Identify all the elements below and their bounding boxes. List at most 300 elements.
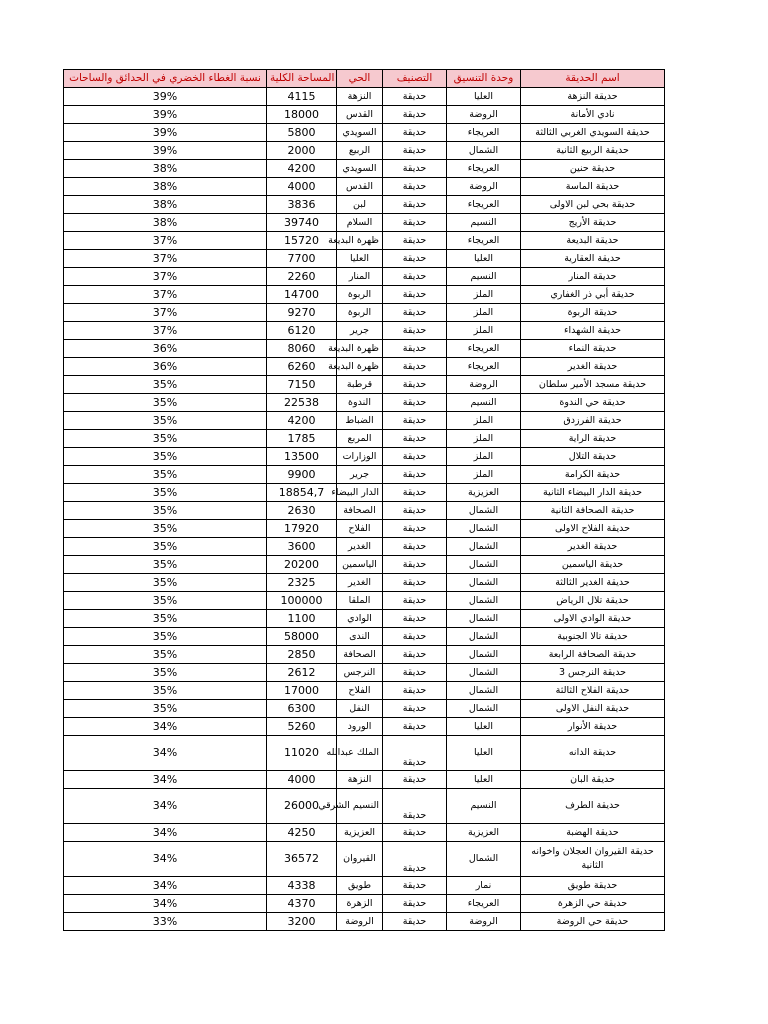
unit-cell: العريجاء	[447, 196, 521, 214]
district-cell: طويق	[337, 877, 383, 895]
district-cell: الفلاح	[337, 520, 383, 538]
pct-cell: 37%	[64, 232, 267, 250]
classification-cell: حديقة	[383, 520, 447, 538]
district-cell: الصحافة	[337, 502, 383, 520]
classification-cell: حديقة	[383, 628, 447, 646]
park-name-cell: حديقة النزهة	[521, 88, 665, 106]
area-cell: 7150	[267, 376, 337, 394]
pct-cell: 39%	[64, 124, 267, 142]
district-cell: القدس	[337, 106, 383, 124]
pct-cell: 37%	[64, 268, 267, 286]
classification-cell: حديقة	[383, 824, 447, 842]
table-row	[64, 430, 665, 448]
classification-cell: حديقة	[383, 877, 447, 895]
classification-cell: حديقة	[383, 88, 447, 106]
district-cell: الربوة	[337, 304, 383, 322]
pct-cell: 35%	[64, 610, 267, 628]
park-name-cell: حديقة الغدير	[521, 538, 665, 556]
area-cell: 17000	[267, 682, 337, 700]
district-cell: قرطبة	[337, 376, 383, 394]
classification-cell: حديقة	[383, 682, 447, 700]
table-row	[64, 160, 665, 178]
table-row	[64, 700, 665, 718]
unit-cell: الشمال	[447, 142, 521, 160]
unit-cell: الشمال	[447, 610, 521, 628]
district-cell: جرير	[337, 466, 383, 484]
table-row	[64, 574, 665, 592]
district-cell: النسيم الشرقي	[337, 789, 383, 824]
district-cell: القيروان	[337, 842, 383, 877]
area-cell: 58000	[267, 628, 337, 646]
table-row	[64, 877, 665, 895]
pct-cell: 35%	[64, 556, 267, 574]
district-cell: الفلاح	[337, 682, 383, 700]
area-cell: 4200	[267, 412, 337, 430]
classification-cell: حديقة	[383, 700, 447, 718]
table-row	[64, 448, 665, 466]
pct-cell: 35%	[64, 592, 267, 610]
table-row	[64, 736, 665, 771]
park-name-cell: حديقة الصحافة الرابعة	[521, 646, 665, 664]
table-row	[64, 196, 665, 214]
unit-cell: الشمال	[447, 700, 521, 718]
table-row	[64, 484, 665, 502]
classification-cell: حديقة	[383, 142, 447, 160]
area-cell: 3600	[267, 538, 337, 556]
district-cell: النزهة	[337, 88, 383, 106]
pct-cell: 37%	[64, 250, 267, 268]
unit-cell: الشمال	[447, 628, 521, 646]
area-cell: 100000	[267, 592, 337, 610]
district-cell: النرجس	[337, 664, 383, 682]
table-row	[64, 842, 665, 877]
pct-cell: 35%	[64, 466, 267, 484]
classification-cell: حديقة	[383, 178, 447, 196]
park-name-cell: حديقة الطرف	[521, 789, 665, 824]
district-cell: الغدير	[337, 574, 383, 592]
area-cell: 9900	[267, 466, 337, 484]
header-unit: وحدة التنسيق	[447, 70, 521, 88]
unit-cell: الشمال	[447, 842, 521, 877]
unit-cell: الملز	[447, 286, 521, 304]
unit-cell: الشمال	[447, 646, 521, 664]
table-row	[64, 286, 665, 304]
pct-cell: 34%	[64, 718, 267, 736]
district-cell: الوادي	[337, 610, 383, 628]
unit-cell: النسيم	[447, 214, 521, 232]
park-name-cell: حديقة الفلاح الثالثة	[521, 682, 665, 700]
unit-cell: الملز	[447, 430, 521, 448]
classification-cell: حديقة	[383, 106, 447, 124]
unit-cell: النسيم	[447, 268, 521, 286]
area-cell: 3836	[267, 196, 337, 214]
classification-cell: حديقة	[383, 322, 447, 340]
table-row	[64, 556, 665, 574]
pct-cell: 39%	[64, 106, 267, 124]
table-row	[64, 771, 665, 789]
park-name-cell: حديقة حي الندوة	[521, 394, 665, 412]
pct-cell: 38%	[64, 160, 267, 178]
classification-cell: حديقة	[383, 448, 447, 466]
unit-cell: النسيم	[447, 789, 521, 824]
unit-cell: الشمال	[447, 502, 521, 520]
unit-cell: الشمال	[447, 538, 521, 556]
unit-cell: الروضة	[447, 913, 521, 931]
area-cell: 3200	[267, 913, 337, 931]
table-row	[64, 376, 665, 394]
unit-cell: نمار	[447, 877, 521, 895]
table-row	[64, 718, 665, 736]
pct-cell: 35%	[64, 430, 267, 448]
table-row	[64, 250, 665, 268]
pct-cell: 38%	[64, 178, 267, 196]
park-name-cell: حديقة الصحافة الثانية	[521, 502, 665, 520]
district-cell: لبن	[337, 196, 383, 214]
table-row	[64, 538, 665, 556]
park-name-cell: حديقة حي الروضة	[521, 913, 665, 931]
pct-cell: 34%	[64, 771, 267, 789]
table-row	[64, 466, 665, 484]
park-name-cell: حديقة المنار	[521, 268, 665, 286]
unit-cell: العزيزية	[447, 824, 521, 842]
table-row	[64, 106, 665, 124]
table-row	[64, 520, 665, 538]
classification-cell: حديقة	[383, 376, 447, 394]
classification-cell: حديقة	[383, 358, 447, 376]
unit-cell: الشمال	[447, 664, 521, 682]
district-cell: السلام	[337, 214, 383, 232]
pct-cell: 36%	[64, 358, 267, 376]
pct-cell: 35%	[64, 628, 267, 646]
classification-cell: حديقة	[383, 268, 447, 286]
district-cell: ظهرة البديعة	[337, 232, 383, 250]
area-cell: 5260	[267, 718, 337, 736]
pct-cell: 39%	[64, 88, 267, 106]
unit-cell: النسيم	[447, 394, 521, 412]
classification-cell: حديقة	[383, 466, 447, 484]
park-name-cell: حديقة السويدي الغربي الثالثة	[521, 124, 665, 142]
classification-cell: حديقة	[383, 250, 447, 268]
district-cell: الملقا	[337, 592, 383, 610]
area-cell: 26000	[267, 789, 337, 824]
district-cell: الربيع	[337, 142, 383, 160]
table-row	[64, 304, 665, 322]
area-cell: 4000	[267, 771, 337, 789]
park-name-cell: حديقة تالا الجنوبية	[521, 628, 665, 646]
spreadsheet	[63, 69, 665, 931]
unit-cell: العزيزية	[447, 484, 521, 502]
table-row	[64, 646, 665, 664]
unit-cell: الملز	[447, 322, 521, 340]
classification-cell: حديقة	[383, 842, 447, 877]
table-row	[64, 142, 665, 160]
district-cell: السويدي	[337, 160, 383, 178]
unit-cell: العريجاء	[447, 358, 521, 376]
district-cell: جرير	[337, 322, 383, 340]
classification-cell: حديقة	[383, 538, 447, 556]
park-name-cell: حديقة الدار البيضاء الثانية	[521, 484, 665, 502]
table-row	[64, 664, 665, 682]
area-cell: 22538	[267, 394, 337, 412]
park-name-cell: حديقة الربيع الثانية	[521, 142, 665, 160]
parks-table	[63, 69, 665, 931]
classification-cell: حديقة	[383, 286, 447, 304]
classification-cell: حديقة	[383, 232, 447, 250]
classification-cell: حديقة	[383, 304, 447, 322]
area-cell: 2850	[267, 646, 337, 664]
table-row	[64, 824, 665, 842]
classification-cell: حديقة	[383, 556, 447, 574]
pct-cell: 37%	[64, 322, 267, 340]
table-row	[64, 178, 665, 196]
district-cell: العليا	[337, 250, 383, 268]
area-cell: 6300	[267, 700, 337, 718]
pct-cell: 35%	[64, 520, 267, 538]
area-cell: 4200	[267, 160, 337, 178]
park-name-cell: حديقة النرجس 3	[521, 664, 665, 682]
district-cell: الملك عبدالله	[337, 736, 383, 771]
header-name: اسم الحديقة	[521, 70, 665, 88]
unit-cell: الملز	[447, 448, 521, 466]
park-name-cell: حديقة الهضبة	[521, 824, 665, 842]
area-cell: 9270	[267, 304, 337, 322]
park-name-cell: حديقة الياسمين	[521, 556, 665, 574]
area-cell: 1100	[267, 610, 337, 628]
park-name-cell: حديقة الوادي الاولى	[521, 610, 665, 628]
table-row	[64, 895, 665, 913]
district-cell: الدار البيضاء	[337, 484, 383, 502]
park-name-cell: حديقة النماء	[521, 340, 665, 358]
unit-cell: الروضة	[447, 178, 521, 196]
pct-cell: 35%	[64, 502, 267, 520]
header-district: الحي	[337, 70, 383, 88]
park-name-cell: حديقة القيروان العجلان واخوانه الثانية	[521, 842, 665, 877]
unit-cell: الشمال	[447, 682, 521, 700]
area-cell: 18854,7	[267, 484, 337, 502]
table-row	[64, 340, 665, 358]
table-row	[64, 789, 665, 824]
district-cell: المربع	[337, 430, 383, 448]
area-cell: 7700	[267, 250, 337, 268]
park-name-cell: حديقة مسجد الأمير سلطان	[521, 376, 665, 394]
table-row	[64, 268, 665, 286]
header-pct: نسبة الغطاء الخضري في الحدائق والساحات	[64, 70, 267, 88]
district-cell: الوزارات	[337, 448, 383, 466]
classification-cell: حديقة	[383, 646, 447, 664]
area-cell: 4000	[267, 178, 337, 196]
park-name-cell: حديقة الربوة	[521, 304, 665, 322]
unit-cell: الروضة	[447, 106, 521, 124]
pct-cell: 35%	[64, 664, 267, 682]
classification-cell: حديقة	[383, 502, 447, 520]
table-row	[64, 232, 665, 250]
unit-cell: الشمال	[447, 574, 521, 592]
pct-cell: 34%	[64, 842, 267, 877]
table-row	[64, 214, 665, 232]
area-cell: 4338	[267, 877, 337, 895]
area-cell: 2325	[267, 574, 337, 592]
park-name-cell: حديقة الفلاح الاولى	[521, 520, 665, 538]
park-name-cell: حديقة الكرامة	[521, 466, 665, 484]
district-cell: الصحافة	[337, 646, 383, 664]
pct-cell: 35%	[64, 646, 267, 664]
classification-cell: حديقة	[383, 124, 447, 142]
area-cell: 8060	[267, 340, 337, 358]
pct-cell: 35%	[64, 682, 267, 700]
district-cell: العزيزية	[337, 824, 383, 842]
unit-cell: الشمال	[447, 520, 521, 538]
pct-cell: 37%	[64, 304, 267, 322]
pct-cell: 35%	[64, 538, 267, 556]
pct-cell: 35%	[64, 700, 267, 718]
park-name-cell: حديقة الأنوار	[521, 718, 665, 736]
area-cell: 6120	[267, 322, 337, 340]
park-name-cell: نادي الأمانة	[521, 106, 665, 124]
table-row	[64, 394, 665, 412]
header-row	[64, 70, 665, 88]
pct-cell: 38%	[64, 214, 267, 232]
park-name-cell: حديقة طويق	[521, 877, 665, 895]
classification-cell: حديقة	[383, 592, 447, 610]
pct-cell: 33%	[64, 913, 267, 931]
park-name-cell: حديقة الفرزدق	[521, 412, 665, 430]
district-cell: النزهة	[337, 771, 383, 789]
table-row	[64, 124, 665, 142]
classification-cell: حديقة	[383, 771, 447, 789]
area-cell: 14700	[267, 286, 337, 304]
table-body	[64, 88, 665, 931]
district-cell: الورود	[337, 718, 383, 736]
park-name-cell: حديقة أبي ذر الغفاري	[521, 286, 665, 304]
pct-cell: 35%	[64, 376, 267, 394]
area-cell: 39740	[267, 214, 337, 232]
area-cell: 20200	[267, 556, 337, 574]
pct-cell: 34%	[64, 824, 267, 842]
area-cell: 11020	[267, 736, 337, 771]
table-row	[64, 322, 665, 340]
classification-cell: حديقة	[383, 895, 447, 913]
classification-cell: حديقة	[383, 160, 447, 178]
district-cell: الروضة	[337, 913, 383, 931]
classification-cell: حديقة	[383, 484, 447, 502]
classification-cell: حديقة	[383, 214, 447, 232]
table-row	[64, 682, 665, 700]
pct-cell: 36%	[64, 340, 267, 358]
pct-cell: 34%	[64, 895, 267, 913]
area-cell: 17920	[267, 520, 337, 538]
pct-cell: 34%	[64, 736, 267, 771]
pct-cell: 35%	[64, 412, 267, 430]
unit-cell: العريجاء	[447, 160, 521, 178]
unit-cell: العريجاء	[447, 895, 521, 913]
unit-cell: العليا	[447, 771, 521, 789]
district-cell: الغدير	[337, 538, 383, 556]
classification-cell: حديقة	[383, 664, 447, 682]
pct-cell: 35%	[64, 394, 267, 412]
unit-cell: الملز	[447, 412, 521, 430]
unit-cell: الملز	[447, 466, 521, 484]
park-name-cell: حديقة الغدير	[521, 358, 665, 376]
pct-cell: 38%	[64, 196, 267, 214]
pct-cell: 34%	[64, 789, 267, 824]
park-name-cell: حديقة الأريج	[521, 214, 665, 232]
classification-cell: حديقة	[383, 412, 447, 430]
unit-cell: العريجاء	[447, 232, 521, 250]
table-row	[64, 628, 665, 646]
district-cell: الربوة	[337, 286, 383, 304]
classification-cell: حديقة	[383, 789, 447, 824]
park-name-cell: حديقة النفل الاولى	[521, 700, 665, 718]
area-cell: 4250	[267, 824, 337, 842]
pct-cell: 35%	[64, 448, 267, 466]
park-name-cell: حديقة الغدير الثالثة	[521, 574, 665, 592]
park-name-cell: حديقة الراية	[521, 430, 665, 448]
area-cell: 4370	[267, 895, 337, 913]
area-cell: 2000	[267, 142, 337, 160]
park-name-cell: حديقة العقارية	[521, 250, 665, 268]
table-row	[64, 610, 665, 628]
table-row	[64, 913, 665, 931]
unit-cell: الروضة	[447, 376, 521, 394]
district-cell: الندوة	[337, 394, 383, 412]
unit-cell: العليا	[447, 250, 521, 268]
header-area: المساحة الكلية	[267, 70, 337, 88]
header-classification: التصنيف	[383, 70, 447, 88]
district-cell: الضباط	[337, 412, 383, 430]
classification-cell: حديقة	[383, 913, 447, 931]
park-name-cell: حديقة البان	[521, 771, 665, 789]
pct-cell: 37%	[64, 286, 267, 304]
unit-cell: العريجاء	[447, 124, 521, 142]
district-cell: النفل	[337, 700, 383, 718]
district-cell: الياسمين	[337, 556, 383, 574]
unit-cell: الملز	[447, 304, 521, 322]
table-row	[64, 412, 665, 430]
unit-cell: العليا	[447, 718, 521, 736]
district-cell: الزهرة	[337, 895, 383, 913]
table-row	[64, 88, 665, 106]
pct-cell: 35%	[64, 574, 267, 592]
district-cell: القدس	[337, 178, 383, 196]
classification-cell: حديقة	[383, 430, 447, 448]
table-row	[64, 358, 665, 376]
classification-cell: حديقة	[383, 394, 447, 412]
area-cell: 4115	[267, 88, 337, 106]
park-name-cell: حديقة الدانه	[521, 736, 665, 771]
unit-cell: الشمال	[447, 556, 521, 574]
unit-cell: الشمال	[447, 592, 521, 610]
park-name-cell: حديقة الماسة	[521, 178, 665, 196]
area-cell: 2260	[267, 268, 337, 286]
park-name-cell: حديقة بحي لبن الاولى	[521, 196, 665, 214]
classification-cell: حديقة	[383, 574, 447, 592]
park-name-cell: حديقة التلال	[521, 448, 665, 466]
district-cell: الندى	[337, 628, 383, 646]
area-cell: 6260	[267, 358, 337, 376]
classification-cell: حديقة	[383, 340, 447, 358]
park-name-cell: حديقة حنين	[521, 160, 665, 178]
area-cell: 2630	[267, 502, 337, 520]
classification-cell: حديقة	[383, 196, 447, 214]
pct-cell: 39%	[64, 142, 267, 160]
table-row	[64, 502, 665, 520]
park-name-cell: حديقة البديعة	[521, 232, 665, 250]
unit-cell: العليا	[447, 736, 521, 771]
area-cell: 36572	[267, 842, 337, 877]
area-cell: 13500	[267, 448, 337, 466]
table-row	[64, 592, 665, 610]
park-name-cell: حديقة تلال الرياض	[521, 592, 665, 610]
